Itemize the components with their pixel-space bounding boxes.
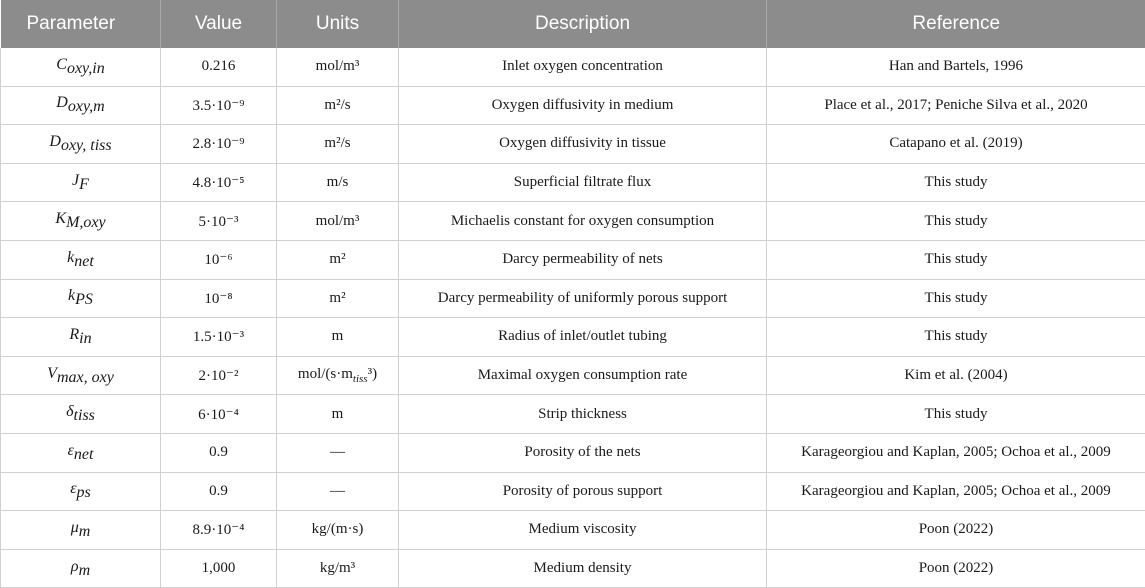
parameter-subscript: oxy,in	[67, 60, 105, 77]
parameter-cell	[1, 240, 161, 279]
parameter-cell	[1, 86, 161, 125]
table-row	[1, 511, 1145, 550]
units-text: m	[332, 406, 344, 422]
units-text: m²/s	[324, 135, 350, 151]
value-cell: 0.9	[161, 472, 277, 511]
parameter-cell	[1, 472, 161, 511]
units-cell	[277, 549, 399, 588]
value-cell: 0.216	[161, 48, 277, 86]
reference-cell: This study	[767, 395, 1145, 434]
parameter-symbol: D	[56, 94, 68, 111]
description-cell: Porosity of the nets	[399, 433, 767, 472]
units-text: mol/m³	[316, 58, 360, 74]
table-row	[1, 125, 1145, 164]
parameter-cell	[1, 549, 161, 588]
parameter-cell	[1, 356, 161, 395]
units-text: mol/(s·m	[298, 366, 353, 382]
header-value: Value	[161, 0, 277, 48]
parameter-cell	[1, 511, 161, 550]
reference-cell: This study	[767, 279, 1145, 318]
parameter-subscript: m	[79, 562, 91, 579]
parameter-cell	[1, 163, 161, 202]
value-cell: 2·10⁻²	[161, 356, 277, 395]
units-cell	[277, 48, 399, 86]
header-units: Units	[277, 0, 399, 48]
units-tail: ³)	[368, 366, 378, 382]
parameter-symbol: D	[49, 133, 61, 150]
description-cell: Darcy permeability of nets	[399, 240, 767, 279]
units-cell	[277, 279, 399, 318]
units-text: —	[330, 444, 345, 460]
parameter-subscript: M,oxy	[66, 214, 106, 231]
units-text: mol/m³	[316, 213, 360, 229]
units-cell	[277, 240, 399, 279]
parameter-symbol: C	[56, 56, 67, 73]
parameter-symbol: ε	[70, 480, 76, 497]
parameter-cell	[1, 125, 161, 164]
header-row	[1, 0, 1145, 48]
reference-cell: This study	[767, 202, 1145, 241]
parameter-subscript: tiss	[74, 407, 95, 424]
parameter-cell	[1, 48, 161, 86]
reference-cell: Kim et al. (2004)	[767, 356, 1145, 395]
units-text: kg/m³	[320, 560, 355, 576]
parameter-symbol: k	[67, 249, 74, 266]
parameter-symbol: K	[55, 210, 66, 227]
description-cell: Michaelis constant for oxygen consumption	[399, 202, 767, 241]
description-cell: Oxygen diffusivity in medium	[399, 86, 767, 125]
description-cell: Darcy permeability of uniformly porous support	[399, 279, 767, 318]
reference-cell: Karageorgiou and Kaplan, 2005; Ochoa et al., 2009	[767, 472, 1145, 511]
value-cell: 4.8·10⁻⁵	[161, 163, 277, 202]
value-cell: 1,000	[161, 549, 277, 588]
parameter-subscript: net	[74, 446, 94, 463]
units-text: —	[330, 483, 345, 499]
parameter-subscript: net	[74, 253, 94, 270]
parameter-symbol: R	[69, 326, 79, 343]
parameter-subscript: PS	[75, 291, 93, 308]
table-row	[1, 395, 1145, 434]
table-row	[1, 202, 1145, 241]
units-text: m²	[329, 290, 345, 306]
reference-cell: Han and Bartels, 1996	[767, 48, 1145, 86]
units-text: kg/(m·s)	[312, 521, 364, 537]
description-cell: Superficial filtrate flux	[399, 163, 767, 202]
table-row	[1, 279, 1145, 318]
parameter-subscript: F	[79, 176, 89, 193]
parameter-cell	[1, 395, 161, 434]
table-body	[1, 48, 1145, 588]
table-row	[1, 240, 1145, 279]
value-cell: 2.8·10⁻⁹	[161, 125, 277, 164]
reference-cell: Poon (2022)	[767, 549, 1145, 588]
parameter-symbol: J	[72, 172, 79, 189]
table-row	[1, 549, 1145, 588]
units-cell	[277, 511, 399, 550]
parameter-symbol: δ	[66, 403, 73, 420]
units-text: m	[332, 328, 344, 344]
table-row	[1, 318, 1145, 357]
parameter-subscript: in	[79, 330, 91, 347]
units-cell	[277, 433, 399, 472]
header-reference: Reference	[767, 0, 1145, 48]
value-cell: 6·10⁻⁴	[161, 395, 277, 434]
table-row	[1, 433, 1145, 472]
value-cell: 3.5·10⁻⁹	[161, 86, 277, 125]
parameter-cell	[1, 279, 161, 318]
reference-cell: This study	[767, 318, 1145, 357]
table-row	[1, 163, 1145, 202]
parameter-subscript: oxy, tiss	[61, 137, 112, 154]
units-cell	[277, 356, 399, 395]
parameter-subscript: max, oxy	[57, 369, 114, 386]
value-cell: 10⁻⁶	[161, 240, 277, 279]
description-cell: Medium density	[399, 549, 767, 588]
value-cell: 5·10⁻³	[161, 202, 277, 241]
parameter-symbol: V	[47, 365, 57, 382]
description-cell: Strip thickness	[399, 395, 767, 434]
parameter-cell	[1, 433, 161, 472]
header-parameter: Parameter	[1, 0, 161, 48]
units-text: m/s	[327, 174, 349, 190]
units-text: m²/s	[324, 97, 350, 113]
description-cell: Medium viscosity	[399, 511, 767, 550]
value-cell: 0.9	[161, 433, 277, 472]
value-cell: 8.9·10⁻⁴	[161, 511, 277, 550]
parameter-subscript: oxy,m	[68, 98, 105, 115]
units-text: m²	[329, 251, 345, 267]
value-cell: 1.5·10⁻³	[161, 318, 277, 357]
reference-cell: This study	[767, 163, 1145, 202]
units-cell	[277, 86, 399, 125]
units-cell	[277, 395, 399, 434]
units-cell	[277, 163, 399, 202]
table-row	[1, 472, 1145, 511]
description-cell: Inlet oxygen concentration	[399, 48, 767, 86]
description-cell: Oxygen diffusivity in tissue	[399, 125, 767, 164]
table-row	[1, 86, 1145, 125]
reference-cell: Catapano et al. (2019)	[767, 125, 1145, 164]
parameter-symbol: ρ	[71, 558, 79, 575]
parameter-cell	[1, 202, 161, 241]
parameter-cell	[1, 318, 161, 357]
parameter-subscript: ps	[77, 484, 91, 501]
parameter-symbol: k	[68, 287, 75, 304]
description-cell: Radius of inlet/outlet tubing	[399, 318, 767, 357]
reference-cell: Karageorgiou and Kaplan, 2005; Ochoa et al., 2009	[767, 433, 1145, 472]
table-row	[1, 356, 1145, 395]
table-header	[1, 0, 1145, 48]
value-cell: 10⁻⁸	[161, 279, 277, 318]
reference-cell: Place et al., 2017; Peniche Silva et al., 2020	[767, 86, 1145, 125]
table-row	[1, 48, 1145, 86]
reference-cell: Poon (2022)	[767, 511, 1145, 550]
header-description: Description	[399, 0, 767, 48]
units-cell	[277, 318, 399, 357]
units-subscript: tiss	[353, 373, 368, 385]
reference-cell: This study	[767, 240, 1145, 279]
units-cell	[277, 202, 399, 241]
units-cell	[277, 472, 399, 511]
units-cell	[277, 125, 399, 164]
description-cell: Maximal oxygen consumption rate	[399, 356, 767, 395]
description-cell: Porosity of porous support	[399, 472, 767, 511]
parameter-symbol: μ	[71, 519, 79, 536]
parameter-subscript: m	[79, 523, 91, 540]
parameter-symbol: ε	[68, 442, 74, 459]
